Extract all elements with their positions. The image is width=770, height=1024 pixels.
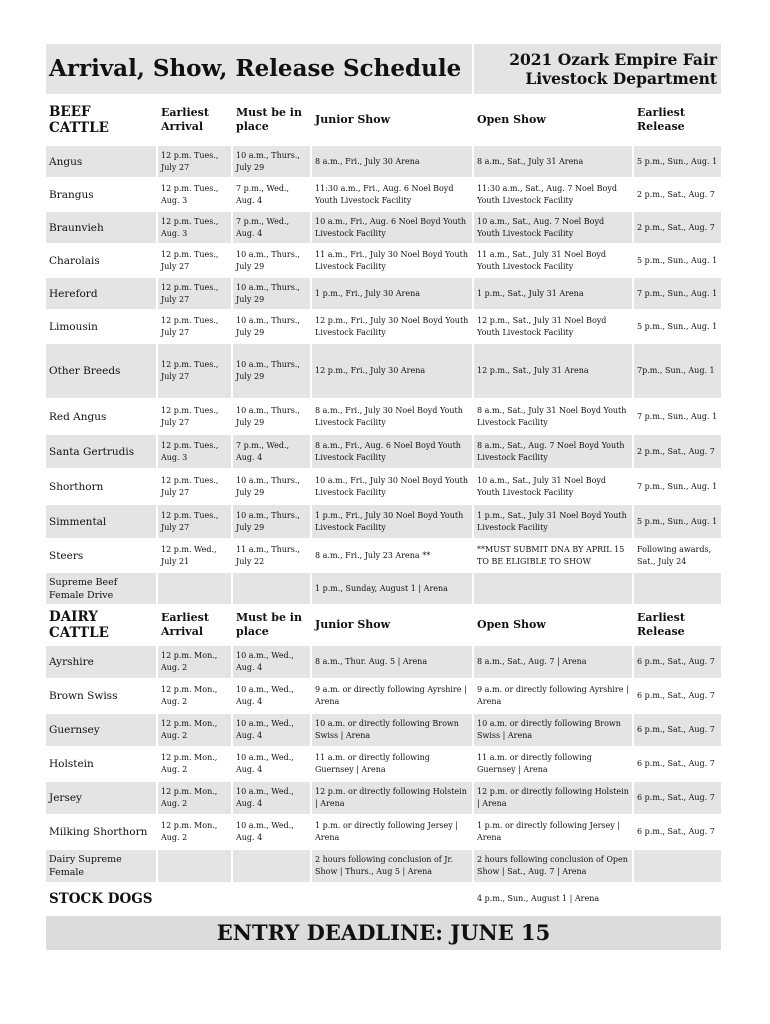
junior-cell: 10 a.m., Fri., July 30 Noel Boyd Youth Livestock Facility [311,469,473,504]
breed-name: Dairy Supreme Female [46,849,157,883]
arrival-cell: 12 p.m. Tues., July 27 [157,469,232,504]
col-header-arrival: Earliest Arrival [157,95,232,145]
col-header-release: Earliest Release [633,95,722,145]
arrival-cell: 12 p.m. Tues., July 27 [157,277,232,310]
release-cell: Following awards, Sat., July 24 [633,539,722,572]
table-row [46,645,722,679]
breed-name: Red Angus [46,399,157,434]
page-title: Arrival, Show, Release Schedule [46,44,473,95]
junior-cell: 8 a.m., Fri., July 23 Arena ** [311,539,473,572]
open-cell: 10 a.m., Sat., July 31 Noel Boyd Youth Livestock Facility [473,469,633,504]
open-cell: 1 p.m., Sat., July 31 Arena [473,277,633,310]
table-row [46,211,722,244]
open-cell: 1 p.m. or directly following Jersey | Arena [473,815,633,849]
breed-name: Steers [46,539,157,572]
junior-cell: 8 a.m., Thur. Aug. 5 | Arena [311,645,473,679]
table-row [46,713,722,747]
stock-dogs-section-title: STOCK DOGS [46,883,157,915]
arrival-cell: 12 p.m. Mon., Aug. 2 [157,645,232,679]
open-cell: 8 a.m., Sat., July 31 Arena [473,145,633,178]
arrival-cell: 12 p.m. Tues., July 27 [157,310,232,343]
table-row [46,244,722,277]
table-row [46,781,722,815]
table-row [46,539,722,572]
release-cell: 6 p.m., Sat., Aug. 7 [633,713,722,747]
table-row [46,849,722,883]
release-cell: 6 p.m., Sat., Aug. 7 [633,645,722,679]
inplace-cell: 10 a.m., Wed., Aug. 4 [232,747,311,781]
table-row [46,572,722,605]
arrival-cell: 12 p.m. Mon., Aug. 2 [157,781,232,815]
col-header-open: Open Show [473,605,633,645]
open-cell: 8 a.m., Sat., July 31 Noel Boyd Youth Livestock Facility [473,399,633,434]
col-header-inplace: Must be in place [232,605,311,645]
arrival-cell: 12 p.m. Mon., Aug. 2 [157,815,232,849]
inplace-cell: 7 p.m., Wed., Aug. 4 [232,434,311,469]
inplace-cell: 7 p.m., Wed., Aug. 4 [232,178,311,211]
arrival-cell: 12 p.m. Tues., July 27 [157,504,232,539]
junior-cell: 8 a.m., Fri., July 30 Noel Boyd Youth Livestock Facility [311,399,473,434]
inplace-cell: 10 a.m., Wed., Aug. 4 [232,815,311,849]
inplace-cell: 11 a.m., Thurs., July 22 [232,539,311,572]
col-header-arrival: Earliest Arrival [157,605,232,645]
col-header-release: Earliest Release [633,605,722,645]
junior-cell: 11 a.m. or directly following Guernsey | Arena [311,747,473,781]
release-cell: 5 p.m., Sun., Aug. 1 [633,504,722,539]
junior-cell: 10 a.m. or directly following Brown Swiss | Arena [311,713,473,747]
release-cell: 5 p.m., Sun., Aug. 1 [633,145,722,178]
table-row [46,434,722,469]
open-cell: 8 a.m., Sat., Aug. 7 | Arena [473,645,633,679]
table-row [46,679,722,713]
stock-dogs-row [46,883,722,915]
inplace-cell: 10 a.m., Thurs., July 29 [232,469,311,504]
arrival-cell: 12 p.m. Mon., Aug. 2 [157,713,232,747]
open-cell: 11 a.m., Sat., July 31 Noel Boyd Youth Livestock Facility [473,244,633,277]
junior-cell: 1 p.m. or directly following Jersey | Arena [311,815,473,849]
table-row [46,277,722,310]
inplace-cell: 10 a.m., Thurs., July 29 [232,504,311,539]
col-header-junior: Junior Show [311,95,473,145]
fair-title: 2021 Ozark Empire Fair Livestock Department [473,44,722,95]
inplace-cell: 10 a.m., Wed., Aug. 4 [232,645,311,679]
breed-name: Ayrshire [46,645,157,679]
schedule-table [46,44,723,952]
open-cell: 1 p.m., Sat., July 31 Noel Boyd Youth Livestock Facility [473,504,633,539]
breed-name: Braunvieh [46,211,157,244]
arrival-cell: 12 p.m. Tues., July 27 [157,244,232,277]
col-header-inplace: Must be in place [232,95,311,145]
schedule-sheet [46,44,722,952]
junior-cell: 11:30 a.m., Fri., Aug. 6 Noel Boyd Youth Livestock Facility [311,178,473,211]
table-row [46,747,722,781]
open-cell: 12 p.m. or directly following Holstein | Arena [473,781,633,815]
release-cell: 2 p.m., Sat., Aug. 7 [633,178,722,211]
junior-cell: 8 a.m., Fri., Aug. 6 Noel Boyd Youth Livestock Facility [311,434,473,469]
dairy-section-title: DAIRY CATTLE [46,605,157,645]
table-row [46,178,722,211]
release-cell: 7 p.m., Sun., Aug. 1 [633,277,722,310]
release-cell [633,572,722,605]
entry-deadline: ENTRY DEADLINE: JUNE 15 [46,915,722,951]
breed-name: Shorthorn [46,469,157,504]
arrival-cell [157,849,232,883]
inplace-cell: 10 a.m., Thurs., July 29 [232,399,311,434]
deadline-row [46,915,722,951]
inplace-cell: 7 p.m., Wed., Aug. 4 [232,211,311,244]
breed-name: Jersey [46,781,157,815]
arrival-cell: 12 p.m. Tues., Aug. 3 [157,178,232,211]
release-cell [633,849,722,883]
breed-name: Limousin [46,310,157,343]
release-cell: 7 p.m., Sun., Aug. 1 [633,469,722,504]
open-cell: 2 hours following conclusion of Open Show | Sat., Aug. 7 | Arena [473,849,633,883]
inplace-cell: 10 a.m., Wed., Aug. 4 [232,781,311,815]
inplace-cell [232,849,311,883]
open-cell: 12 p.m., Sat., July 31 Noel Boyd Youth Livestock Facility [473,310,633,343]
breed-name: Brown Swiss [46,679,157,713]
breed-name: Charolais [46,244,157,277]
junior-cell: 1 p.m., Sunday, August 1 | Arena [311,572,473,605]
table-row [46,399,722,434]
junior-cell: 1 p.m., Fri., July 30 Arena [311,277,473,310]
table-row [46,145,722,178]
open-cell [473,572,633,605]
release-cell: 6 p.m., Sat., Aug. 7 [633,815,722,849]
junior-cell: 8 a.m., Fri., July 30 Arena [311,145,473,178]
table-row [46,815,722,849]
arrival-cell: 12 p.m. Tues., July 27 [157,145,232,178]
table-row [46,469,722,504]
breed-name: Other Breeds [46,343,157,399]
col-header-junior: Junior Show [311,605,473,645]
release-cell: 2 p.m., Sat., Aug. 7 [633,434,722,469]
inplace-cell: 10 a.m., Wed., Aug. 4 [232,679,311,713]
arrival-cell: 12 p.m. Mon., Aug. 2 [157,747,232,781]
release-cell: 6 p.m., Sat., Aug. 7 [633,747,722,781]
junior-cell: 11 a.m., Fri., July 30 Noel Boyd Youth Livestock Facility [311,244,473,277]
arrival-cell: 12 p.m. Tues., Aug. 3 [157,211,232,244]
open-cell: 4 p.m., Sun., August 1 | Arena [473,883,633,915]
open-cell: 9 a.m. or directly following Ayrshire | Arena [473,679,633,713]
arrival-cell [157,572,232,605]
inplace-cell: 10 a.m., Thurs., July 29 [232,310,311,343]
release-cell: 5 p.m., Sun., Aug. 1 [633,244,722,277]
beef-header-row [46,95,722,145]
breed-name: Supreme Beef Female Drive [46,572,157,605]
junior-cell: 12 p.m. or directly following Holstein | Arena [311,781,473,815]
junior-cell: 12 p.m., Fri., July 30 Arena [311,343,473,399]
release-cell: 7 p.m., Sun., Aug. 1 [633,399,722,434]
breed-name: Milking Shorthorn [46,815,157,849]
breed-name: Simmental [46,504,157,539]
table-row [46,504,722,539]
arrival-cell: 12 p.m. Mon., Aug. 2 [157,679,232,713]
inplace-cell: 10 a.m., Thurs., July 29 [232,277,311,310]
breed-name: Guernsey [46,713,157,747]
junior-cell: 12 p.m., Fri., July 30 Noel Boyd Youth Livestock Facility [311,310,473,343]
junior-cell: 1 p.m., Fri., July 30 Noel Boyd Youth Livestock Facility [311,504,473,539]
inplace-cell: 10 a.m., Thurs., July 29 [232,244,311,277]
junior-cell: 9 a.m. or directly following Ayrshire | Arena [311,679,473,713]
open-cell: 12 p.m., Sat., July 31 Arena [473,343,633,399]
table-row [46,310,722,343]
release-cell: 2 p.m., Sat., Aug. 7 [633,211,722,244]
release-cell: 6 p.m., Sat., Aug. 7 [633,781,722,815]
junior-cell: 10 a.m., Fri., Aug. 6 Noel Boyd Youth Livestock Facility [311,211,473,244]
arrival-cell: 12 p.m. Tues., July 27 [157,343,232,399]
beef-section-title: BEEF CATTLE [46,95,157,145]
table-row [46,343,722,399]
breed-name: Brangus [46,178,157,211]
dairy-header-row [46,605,722,645]
col-header-open: Open Show [473,95,633,145]
open-cell: 10 a.m., Sat., Aug. 7 Noel Boyd Youth Livestock Facility [473,211,633,244]
breed-name: Holstein [46,747,157,781]
release-cell: 6 p.m., Sat., Aug. 7 [633,679,722,713]
breed-name: Angus [46,145,157,178]
open-cell: **MUST SUBMIT DNA BY APRIL 15 TO BE ELIGIBLE TO SHOW [473,539,633,572]
inplace-cell: 10 a.m., Wed., Aug. 4 [232,713,311,747]
open-cell: 8 a.m., Sat., Aug. 7 Noel Boyd Youth Livestock Facility [473,434,633,469]
open-cell: 10 a.m. or directly following Brown Swiss | Arena [473,713,633,747]
open-cell: 11 a.m. or directly following Guernsey | Arena [473,747,633,781]
inplace-cell [232,572,311,605]
release-cell: 7p.m., Sun., Aug. 1 [633,343,722,399]
junior-cell: 2 hours following conclusion of Jr. Show | Thurs., Aug 5 | Arena [311,849,473,883]
inplace-cell: 10 a.m., Thurs., July 29 [232,343,311,399]
breed-name: Santa Gertrudis [46,434,157,469]
arrival-cell: 12 p.m. Wed., July 21 [157,539,232,572]
title-row [46,44,722,95]
inplace-cell: 10 a.m., Thurs., July 29 [232,145,311,178]
release-cell: 5 p.m., Sun., Aug. 1 [633,310,722,343]
arrival-cell: 12 p.m. Tues., July 27 [157,399,232,434]
arrival-cell: 12 p.m. Tues., Aug. 3 [157,434,232,469]
breed-name: Hereford [46,277,157,310]
open-cell: 11:30 a.m., Sat., Aug. 7 Noel Boyd Youth Livestock Facility [473,178,633,211]
